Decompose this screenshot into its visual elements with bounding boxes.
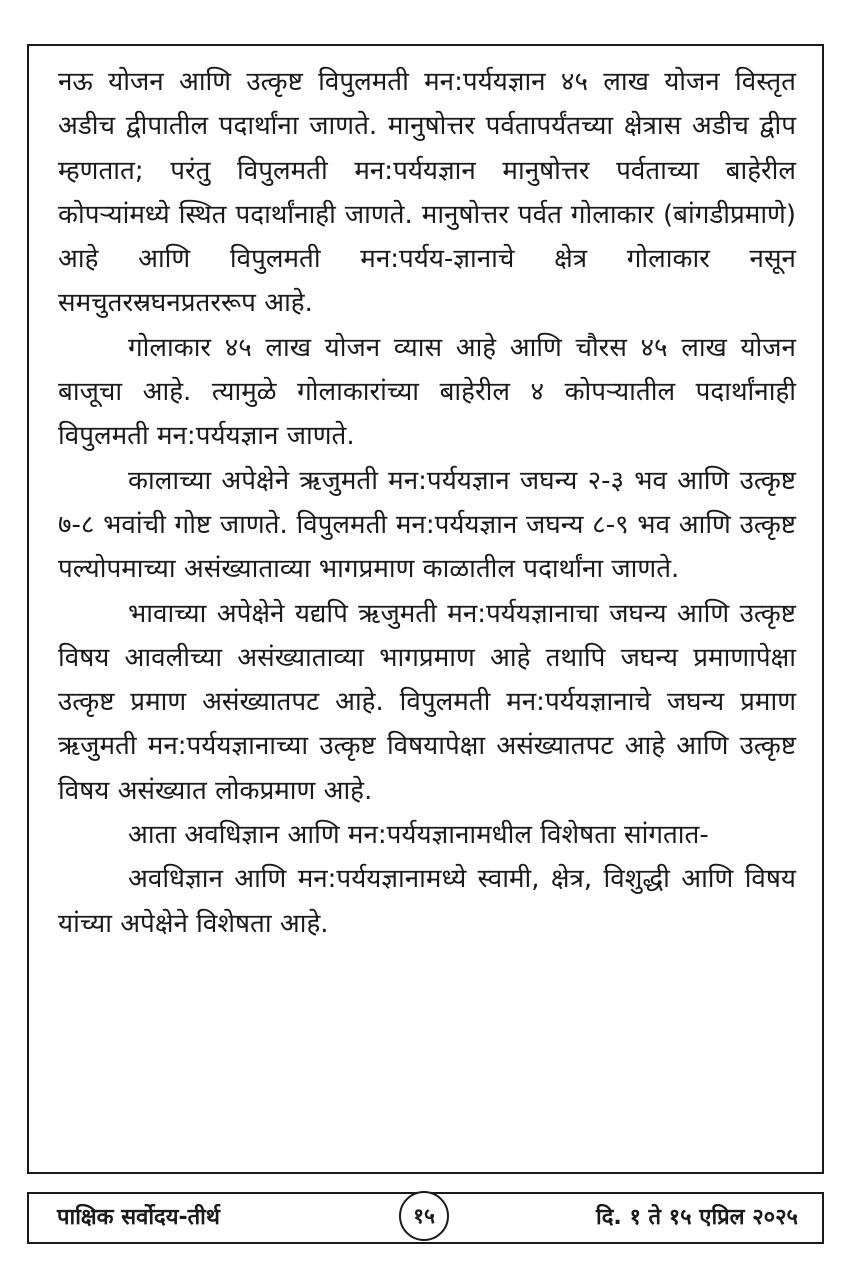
paragraph-5: आता अवधिज्ञान आणि मन:पर्ययज्ञानामधील विशेषता सांगतात- [128, 820, 709, 851]
page-footer [27, 1192, 824, 1244]
page-content-frame [27, 44, 824, 1174]
paragraph-6: अवधिज्ञान आणि मन:पर्ययज्ञानामध्ये स्वामी, क्षेत्र, विशुद्धी आणि विषय यांच्या अपेक्षेने विशेषता आहे. [58, 864, 796, 939]
paragraph-4: भावाच्या अपेक्षेने यद्यपि ऋजुमती मन:पर्ययज्ञानाचा जघन्य आणि उत्कृष्ट विषय आवलीच्या असंख्याताव्या भागप्रमाण आहे तथापि जघन्य प्रमाणापेक्षा उत्कृष्ट प्रमाण असंख्यातपट आहे. विपुलमती मन:पर्ययज्ञानाचे जघन्य प्रमाण ऋजुमती मन:पर्ययज्ञानाच्या उत्कृष्ट विषयापेक्षा असंख्यातपट आहे आणि उत्कृष्ट विषय असंख्यात लोकप्रमाण आहे. [58, 598, 796, 806]
publication-name: पाक्षिक सर्वोदय-तीर्थ [57, 1205, 220, 1230]
paragraph-1: नऊ योजन आणि उत्कृष्ट विपुलमती मन:पर्ययज्ञान ४५ लाख योजन विस्तृत अडीच द्वीपातील पदार्थांना जाणते. मानुषोत्तर पर्वतापर्यंतच्या क्षेत्रास अडीच द्वीप म्हणतात; परंतु विपुलमती मन:पर्ययज्ञान मानुषोत्तर पर्वताच्या बाहेरील कोपऱ्यांमध्ये स्थित पदार्थांनाही जाणते. मानुषोत्तर पर्वत गोलाकार (बांगडीप्रमाणे) आहे आणि विपुलमती मन:पर्यय-ज्ञानाचे क्षेत्र गोलाकार नसून समचुतरस्रघनप्रतररूप आहे. [58, 67, 796, 319]
issue-date: दि. १ ते १५ एप्रिल २०२५ [596, 1205, 798, 1230]
page-number-badge: १५ [399, 1191, 449, 1241]
paragraph-3: कालाच्या अपेक्षेने ऋजुमती मन:पर्ययज्ञान जघन्य २-३ भव आणि उत्कृष्ट ७-८ भवांची गोष्ट जाणते. विपुलमती मन:पर्ययज्ञान जघन्य ८-९ भव आणि उत्कृष्ट पल्योपमाच्या असंख्याताव्या भागप्रमाण काळातील पदार्थांना जाणते. [58, 465, 796, 585]
paragraph-2: गोलाकार ४५ लाख योजन व्यास आहे आणि चौरस ४५ लाख योजन बाजूचा आहे. त्यामुळे गोलाकारांच्या बाहेरील ४ कोपऱ्यातील पदार्थांनाही विपुलमती मन:पर्ययज्ञान जाणते. [58, 332, 796, 452]
